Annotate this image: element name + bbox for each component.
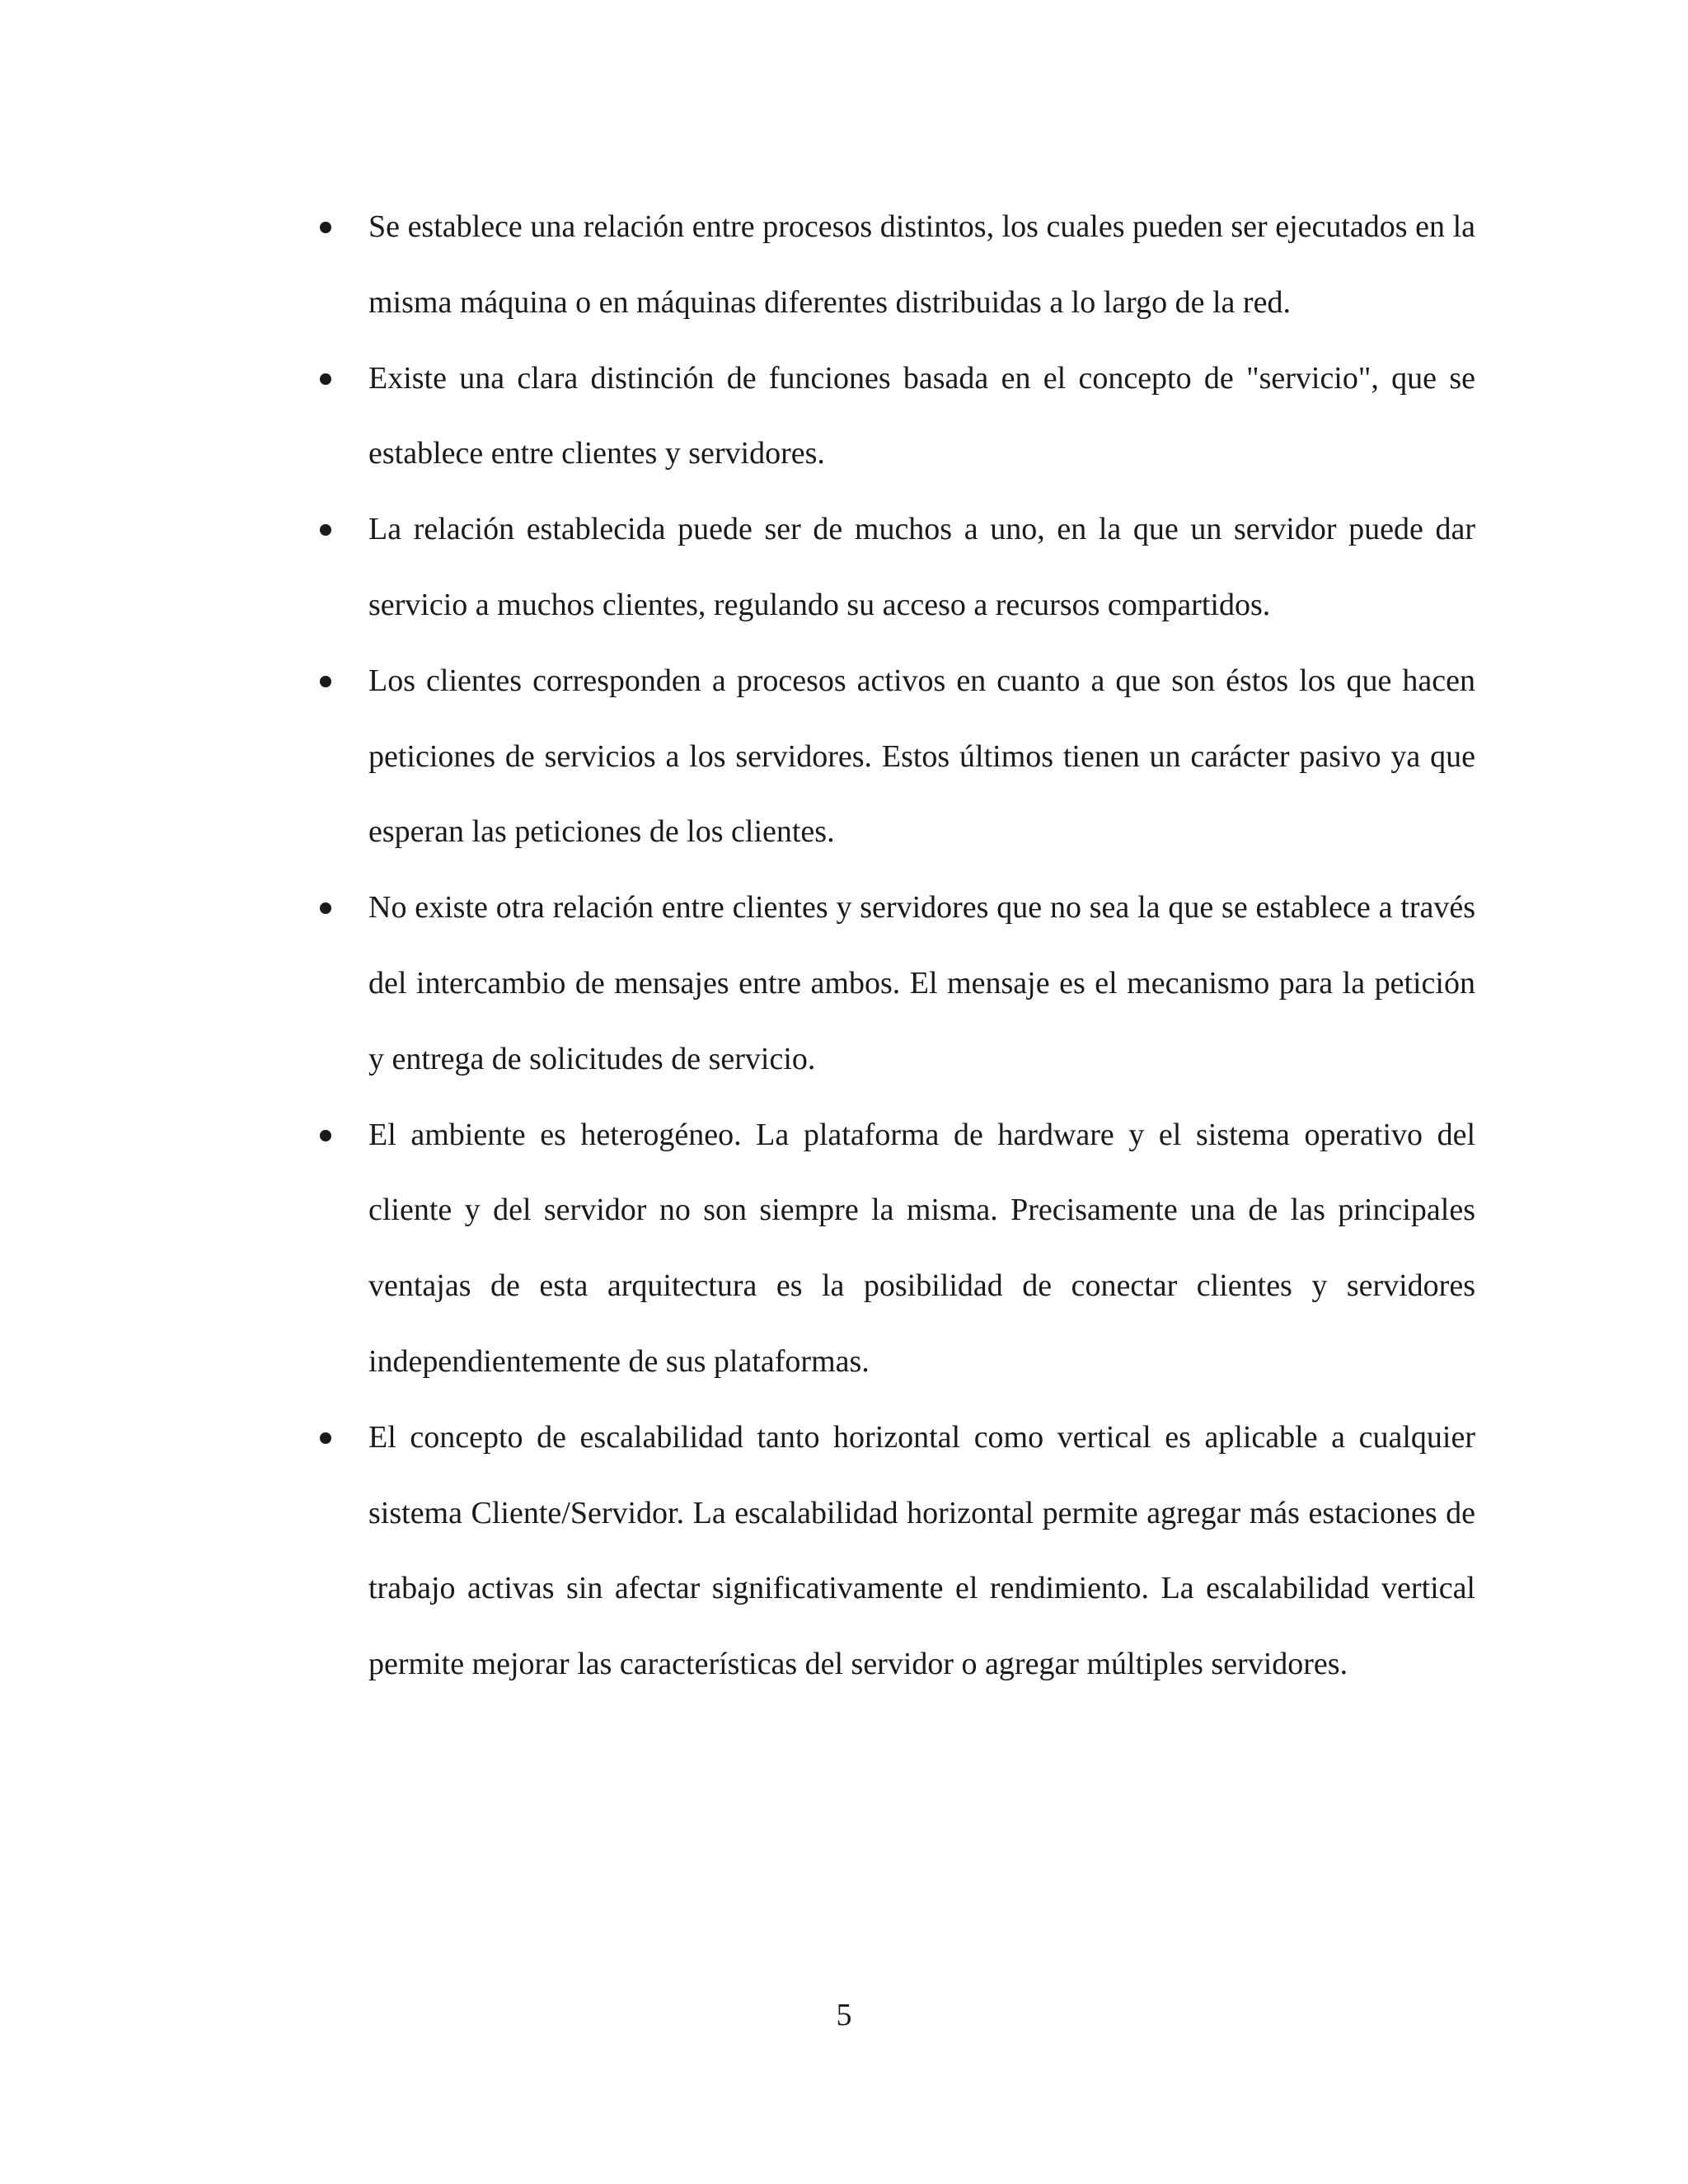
list-item-text: El ambiente es heterogéneo. La plataforma de hardware y el sistema operativo del cliente y del servidor no son siempre la misma. Precisamente una de las principales ventajas de esta arquitectura es la posibilidad de conectar clientes y servidores independientemente de sus plataformas.	[368, 1117, 1475, 1379]
list-item-text: Se establece una relación entre procesos distintos, los cuales pueden ser ejecutados en la misma máquina o en máquinas diferentes distribuidas a lo largo de la red.	[368, 209, 1475, 320]
list-item	[313, 190, 1475, 341]
list-item	[313, 341, 1475, 493]
page-number: 5	[836, 1998, 852, 2032]
bullet-icon	[320, 1130, 331, 1141]
list-item-text: La relación establecida puede ser de muchos a uno, en la que un servidor puede dar servicio a muchos clientes, regulando su acceso a recursos compartidos.	[368, 512, 1475, 622]
list-item-text: El concepto de escalabilidad tanto horizontal como vertical es aplicable a cualquier sistema Cliente/Servidor. La escalabilidad horizontal permite agregar más estaciones de trabajo activas sin afectar significativamente el rendimiento. La escalabilidad vertical permite mejorar las características del servidor o agregar múltiples servidores.	[368, 1419, 1475, 1682]
bullet-icon	[320, 1432, 331, 1444]
bullet-icon	[320, 902, 331, 914]
list-item	[313, 1400, 1475, 1703]
bullet-icon	[320, 676, 331, 687]
list-item	[313, 1098, 1475, 1400]
list-item-text: Los clientes corresponden a procesos activos en cuanto a que son éstos los que hacen peticiones de servicios a los servidores. Estos últimos tienen un carácter pasivo ya que esperan las peticiones de los clientes.	[368, 663, 1475, 850]
list-item-text: No existe otra relación entre clientes y servidores que no sea la que se establece a través del intercambio de mensajes entre ambos. El mensaje es el mecanismo para la petición y entrega de solicitudes de servicio.	[368, 890, 1475, 1076]
list-item	[313, 644, 1475, 870]
bullet-list	[313, 190, 1475, 1703]
bullet-icon	[320, 222, 331, 233]
list-item	[313, 870, 1475, 1097]
bullet-icon	[320, 524, 331, 536]
list-item-text: Existe una clara distinción de funciones basada en el concepto de "servicio", que se establece entre clientes y servidores.	[368, 360, 1475, 471]
bullet-icon	[320, 373, 331, 385]
list-item	[313, 492, 1475, 644]
